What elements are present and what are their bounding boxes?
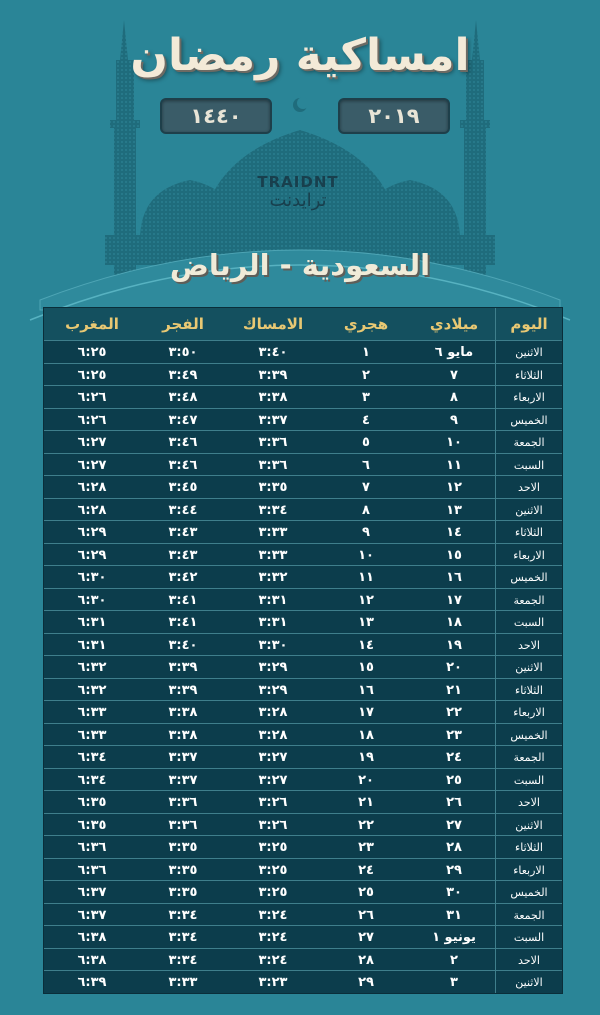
cell-fajr: ٣:٣٥ (168, 885, 198, 900)
cell-maghrib: ٦:٢٥ (77, 345, 107, 360)
cell-maghrib: ٦:٣٨ (77, 952, 107, 968)
cell-hijri: ١٣ (358, 615, 374, 630)
cell-fajr: ٣:٣٤ (168, 907, 198, 923)
cell-day: السبت (513, 616, 545, 629)
cell-day: الثلاثاء (515, 841, 543, 854)
cell-hijri: ١٥ (358, 660, 374, 675)
cell-fajr: ٣:٤٠ (168, 637, 198, 653)
header-gregorian: ميلادي (429, 315, 479, 333)
cell-greg: ٩ (450, 412, 458, 428)
cell-imsak: ٣:٣٦ (258, 457, 288, 473)
cell-greg: ٢٤ (446, 750, 462, 765)
gregorian-year-badge: ٢٠١٩ (338, 98, 450, 134)
cell-hijri: ٢٤ (358, 862, 374, 878)
cell-maghrib: ٦:٣٢ (77, 682, 107, 698)
cell-imsak: ٣:٢٥ (258, 840, 288, 855)
table-row (44, 858, 562, 882)
cell-greg: ١٢ (446, 480, 462, 495)
cell-imsak: ٣:٢٩ (258, 660, 288, 675)
cell-hijri: ١٨ (358, 727, 374, 743)
cell-fajr: ٣:٣٤ (168, 952, 198, 968)
cell-imsak: ٣:٢٨ (258, 705, 288, 720)
cell-greg: ١١ (446, 457, 462, 473)
cell-imsak: ٣:٢٧ (258, 750, 288, 765)
cell-fajr: ٣:٤٧ (168, 412, 198, 428)
cell-day: الاثنين (515, 976, 543, 989)
cell-greg: ٢٢ (446, 705, 462, 720)
table-row (44, 880, 562, 904)
cell-day: السبت (513, 931, 545, 944)
cell-imsak: ٣:٣٥ (258, 480, 288, 495)
cell-maghrib: ٦:٣٥ (77, 817, 107, 833)
table-row (44, 430, 562, 454)
cell-maghrib: ٦:٣٩ (77, 975, 107, 990)
cell-imsak: ٣:٢٣ (258, 975, 288, 990)
cell-hijri: ١١ (358, 570, 374, 585)
cell-fajr: ٣:٤٤ (168, 502, 198, 518)
cell-day: الاثنين (515, 818, 543, 832)
cell-day: الخميس (510, 886, 548, 899)
table-row (44, 520, 562, 544)
cell-greg: ٢ (450, 952, 458, 968)
cell-hijri: ٣ (362, 390, 370, 405)
cell-imsak: ٣:٣١ (258, 592, 288, 608)
cell-fajr: ٣:٤١ (168, 592, 198, 608)
header-hijri: هجري (343, 315, 389, 333)
cell-greg: ٧ (450, 367, 458, 383)
city-title: السعودية - الرياض (169, 248, 431, 282)
cell-greg: ٢٩ (446, 862, 462, 878)
cell-fajr: ٣:٤٦ (168, 457, 198, 473)
page-title: امساكية رمضان (130, 30, 470, 81)
cell-greg: ٢٧ (446, 817, 462, 833)
table-row (44, 408, 562, 432)
cell-fajr: ٣:٤١ (168, 615, 198, 630)
cell-maghrib: ٦:٣٣ (77, 705, 107, 720)
cell-hijri: ٢٩ (358, 975, 374, 990)
cell-day: الخميس (510, 413, 548, 427)
cell-greg: ١٠ (446, 435, 462, 450)
cell-fajr: ٣:٣٥ (168, 862, 198, 878)
cell-hijri: ٢٠ (358, 772, 374, 788)
table-row (44, 565, 562, 589)
table-row (44, 610, 562, 634)
cell-greg: ٢٥ (446, 772, 462, 788)
cell-greg: ٢١ (446, 682, 462, 698)
header-imsak: الامساك (242, 315, 304, 333)
cell-maghrib: ٦:٣١ (77, 637, 107, 653)
cell-maghrib: ٦:٣٢ (77, 660, 107, 675)
cell-day: الاثنين (515, 346, 543, 359)
cell-hijri: ٢٧ (358, 930, 374, 945)
cell-day: السبت (513, 458, 545, 472)
cell-fajr: ٣:٤٣ (168, 525, 198, 540)
table-row (44, 340, 562, 364)
cell-greg: ١٧ (446, 592, 462, 608)
cell-imsak: ٣:٢٥ (258, 885, 288, 900)
cell-day: الاربعاء (513, 548, 545, 562)
table-row (44, 790, 562, 814)
cell-maghrib: ٦:٢٨ (77, 480, 107, 495)
cell-day: الاحد (518, 638, 540, 652)
header-fajr: الفجر (162, 315, 204, 333)
table-row (44, 835, 562, 859)
cell-fajr: ٣:٣٩ (168, 682, 198, 698)
cell-maghrib: ٦:٣٧ (77, 907, 107, 923)
cell-hijri: ١٤ (358, 637, 374, 653)
table-row (44, 745, 562, 769)
cell-fajr: ٣:٣٣ (168, 975, 198, 990)
cell-imsak: ٣:٢٧ (258, 772, 288, 788)
cell-hijri: ٤ (362, 412, 370, 428)
table-row (44, 678, 562, 702)
cell-hijri: ٢٣ (358, 840, 374, 855)
cell-imsak: ٣:٢٤ (258, 952, 288, 968)
cell-fajr: ٣:٤٩ (168, 367, 198, 383)
cell-maghrib: ٦:٣٤ (77, 772, 107, 788)
cell-greg: ٢٣ (446, 727, 462, 743)
cell-maghrib: ٦:٢٥ (77, 367, 107, 383)
cell-greg: ٢٦ (446, 795, 462, 810)
cell-imsak: ٣:٣٦ (258, 435, 288, 450)
table-row (44, 970, 562, 994)
cell-maghrib: ٦:٣٧ (77, 885, 107, 900)
cell-greg: ٣ (450, 975, 458, 990)
table-row (44, 723, 562, 747)
cell-imsak: ٣:٢٤ (258, 930, 288, 945)
cell-imsak: ٣:٣٢ (258, 570, 288, 585)
cell-greg: ٣١ (446, 907, 462, 923)
cell-hijri: ١٦ (358, 682, 374, 698)
cell-imsak: ٣:٣٩ (258, 367, 288, 383)
cell-day: الاربعاء (513, 863, 545, 877)
cell-imsak: ٣:٣١ (258, 615, 288, 630)
cell-day: الاحد (518, 481, 540, 494)
cell-maghrib: ٦:٣٦ (77, 840, 107, 855)
cell-day: الثلاثاء (515, 683, 543, 697)
cell-greg: ١٨ (446, 615, 462, 630)
cell-day: السبت (513, 773, 545, 787)
cell-maghrib: ٦:٢٦ (77, 390, 107, 405)
cell-imsak: ٣:٣٠ (258, 637, 288, 653)
cell-fajr: ٣:٣٧ (168, 750, 198, 765)
cell-hijri: ١٢ (358, 592, 374, 608)
cell-greg: ٨ (450, 390, 458, 405)
cell-day: الثلاثاء (515, 368, 543, 382)
cell-fajr: ٣:٣٤ (168, 930, 198, 945)
cell-day: الخميس (510, 571, 548, 584)
cell-day: الجمعة (513, 908, 545, 922)
cell-fajr: ٣:٤٢ (168, 570, 198, 585)
cell-imsak: ٣:٣٤ (258, 502, 288, 518)
cell-fajr: ٣:٣٧ (168, 772, 198, 788)
cell-fajr: ٣:٥٠ (168, 345, 198, 360)
cell-day: الجمعة (513, 751, 545, 764)
table-row (44, 363, 562, 387)
cell-day: الاثنين (515, 503, 543, 517)
cell-hijri: ٧ (362, 480, 370, 495)
cell-hijri: ١٩ (358, 750, 374, 765)
cell-greg: ٣٠ (446, 885, 462, 900)
cell-hijri: ٢ (362, 367, 370, 383)
table-row (44, 498, 562, 522)
cell-imsak: ٣:٣٧ (258, 412, 288, 428)
cell-day: الاربعاء (513, 391, 545, 404)
cell-day: الخميس (510, 728, 548, 742)
cell-hijri: ٨ (362, 502, 370, 518)
table-row (44, 543, 562, 567)
cell-day: الاربعاء (513, 706, 545, 719)
table-row (44, 768, 562, 792)
table-header (44, 308, 562, 340)
cell-imsak: ٣:٢٤ (258, 907, 288, 923)
brand-logo-latin: TRAIDNT (257, 173, 339, 191)
cell-greg: يونيو ١ (432, 930, 476, 945)
cell-maghrib: ٦:٣١ (77, 615, 107, 630)
cell-fajr: ٣:٣٦ (168, 795, 198, 810)
cell-fajr: ٣:٣٩ (168, 660, 198, 675)
table-row (44, 903, 562, 927)
cell-day: الجمعة (513, 593, 545, 607)
table-row (44, 588, 562, 612)
cell-day: الجمعة (513, 436, 545, 449)
cell-maghrib: ٦:٣٥ (77, 795, 107, 810)
cell-day: الاحد (518, 953, 540, 967)
cell-greg: ٢٨ (446, 840, 462, 855)
table-row (44, 925, 562, 949)
cell-maghrib: ٦:٢٨ (77, 502, 107, 518)
cell-maghrib: ٦:٢٧ (77, 457, 107, 473)
cell-hijri: ٦ (362, 457, 370, 473)
cell-maghrib: ٦:٣٠ (77, 570, 107, 585)
table-row (44, 633, 562, 657)
cell-greg: ١٤ (446, 525, 462, 540)
cell-fajr: ٣:٣٦ (168, 817, 198, 833)
cell-hijri: ١٠ (358, 547, 374, 563)
cell-maghrib: ٦:٢٦ (77, 412, 107, 428)
cell-maghrib: ٦:٣٤ (77, 750, 107, 765)
cell-greg: ١٦ (446, 570, 462, 585)
cell-fajr: ٣:٣٥ (168, 840, 198, 855)
hijri-year-badge: ١٤٤٠ (160, 98, 272, 134)
cell-greg: مايو ٦ (434, 345, 474, 360)
cell-fajr: ٣:٣٨ (168, 705, 198, 720)
cell-imsak: ٣:٢٦ (258, 817, 288, 833)
brand-logo-arabic: ترايدنت (269, 190, 327, 211)
cell-maghrib: ٦:٣٨ (77, 930, 107, 945)
cell-greg: ١٩ (446, 637, 462, 653)
table-row (44, 700, 562, 724)
cell-hijri: ٥ (362, 435, 370, 450)
cell-maghrib: ٦:٢٩ (77, 525, 107, 540)
cell-greg: ٢٠ (446, 660, 462, 675)
cell-imsak: ٣:٣٣ (258, 547, 288, 563)
cell-maghrib: ٦:٢٧ (77, 435, 107, 450)
header-maghrib: المغرب (65, 315, 119, 333)
cell-hijri: ٢٦ (358, 907, 374, 923)
cell-imsak: ٣:٢٥ (258, 862, 288, 878)
header-day: اليوم (510, 315, 548, 333)
cell-fajr: ٣:٤٦ (168, 435, 198, 450)
cell-maghrib: ٦:٢٩ (77, 547, 107, 563)
cell-day: الاثنين (515, 661, 543, 674)
cell-imsak: ٣:٢٦ (258, 795, 288, 810)
cell-day: الثلاثاء (515, 526, 543, 539)
cell-imsak: ٣:٤٠ (258, 345, 288, 360)
cell-maghrib: ٦:٣٣ (77, 727, 107, 743)
cell-fajr: ٣:٤٨ (168, 390, 198, 405)
cell-hijri: ٢١ (358, 795, 374, 810)
table-row (44, 813, 562, 837)
cell-imsak: ٣:٣٣ (258, 525, 288, 540)
cell-hijri: ٩ (362, 525, 370, 540)
table-row (44, 453, 562, 477)
table-row (44, 948, 562, 972)
cell-hijri: ١٧ (358, 705, 374, 720)
cell-fajr: ٣:٤٣ (168, 547, 198, 563)
cell-hijri: ٢٥ (358, 885, 374, 900)
cell-imsak: ٣:٢٨ (258, 727, 288, 743)
cell-greg: ١٥ (446, 547, 462, 563)
cell-fajr: ٣:٤٥ (168, 480, 198, 495)
cell-maghrib: ٦:٣٠ (77, 592, 107, 608)
cell-maghrib: ٦:٣٦ (77, 862, 107, 878)
table-row (44, 385, 562, 409)
table-row (44, 475, 562, 499)
cell-hijri: ٢٢ (358, 817, 374, 833)
cell-fajr: ٣:٣٨ (168, 727, 198, 743)
cell-day: الاحد (518, 796, 540, 809)
cell-greg: ١٣ (446, 502, 462, 518)
prayer-times-table (43, 307, 563, 994)
cell-hijri: ٢٨ (358, 952, 374, 968)
cell-imsak: ٣:٣٨ (258, 390, 288, 405)
cell-imsak: ٣:٢٩ (258, 682, 288, 698)
cell-hijri: ١ (362, 345, 370, 360)
table-row (44, 655, 562, 679)
